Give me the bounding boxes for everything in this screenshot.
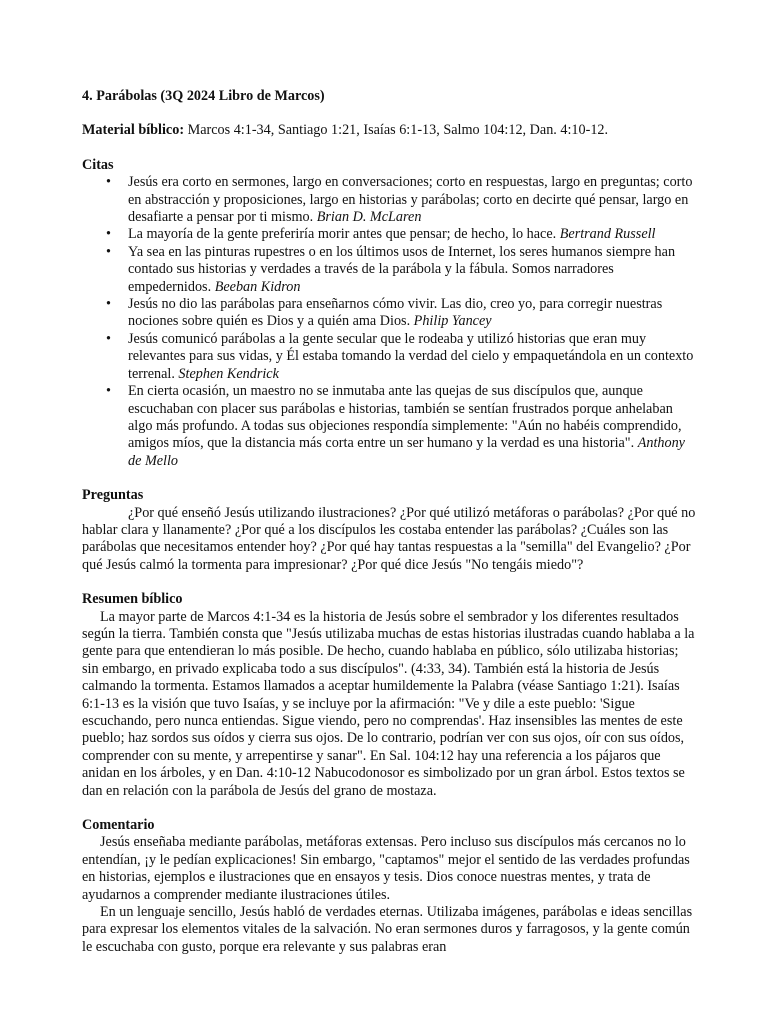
quotes-list (82, 174, 698, 470)
preguntas-heading: Preguntas (82, 487, 144, 504)
comentario-section (82, 817, 698, 956)
resumen-heading: Resumen bíblico (82, 591, 183, 608)
quote-item (106, 383, 698, 470)
quote-author: Philip Yancey (413, 313, 492, 330)
preguntas-text: ¿Por qué enseñó Jesús utilizando ilustraciones? ¿Por qué utilizó metáforas o parábolas? ¿Por qué no hablar clara y llanamente? ¿Por qué a los discípulos les costaba entender las parábolas? ¿Cuáles son las parábolas que necesitamos entender hoy? ¿Por qué hay tantas respuestas a la "semilla" del Evangelio? ¿Por qué Jesús calmó la tormenta para impresionar? ¿Por qué dice Jesús "No tengáis miedo"? (82, 504, 696, 573)
bullet-icon: • (106, 243, 111, 260)
biblical-material-label: Material bíblico: (82, 122, 185, 139)
quote-text: Jesús no dio las parábolas para enseñarnos cómo vivir. Las dio, creo yo, para corregir nuestras nociones sobre quién es Dios y a quién ama Dios. (128, 296, 663, 330)
comentario-paragraph: En un lenguaje sencillo, Jesús habló de verdades eternas. Utilizaba imágenes, parábolas e ideas sencillas para expresar los elementos vitales de la salvación. No eran sermones duros y farragosos, y la gente común le escuchaba con gusto, porque era relevante y sus palabras eran (82, 904, 693, 955)
bullet-icon: • (106, 330, 111, 347)
biblical-material-text: Marcos 4:1-34, Santiago 1:21, Isaías 6:1-13, Salmo 104:12, Dan. 4:10-12. (184, 122, 609, 139)
quote-text: Jesús comunicó parábolas a la gente secular que le rodeaba y utilizó historias que eran muy relevantes para sus vidas, y Él estaba tomando la verdad del cielo y empaquetándola en un contexto terrenal. (128, 330, 694, 382)
quote-text: En cierta ocasión, un maestro no se inmutaba ante las quejas de sus discípulos que, aunque escuchaban con placer sus parábolas e historias, también se sentían frustrados porque anhelaban algo más profundo. A todas sus objeciones respondía simplemente: "Aún no habéis comprendido, amigos míos, que la distancia más corta entre un ser humano y la verdad es una historia". (128, 383, 682, 452)
bullet-icon: • (106, 383, 111, 400)
document-page (82, 88, 698, 956)
quote-item (106, 226, 698, 243)
quote-author: Anthony de Mello (128, 435, 685, 469)
citas-heading: Citas (82, 156, 114, 173)
resumen-section (82, 591, 698, 800)
quote-text: Ya sea en las pinturas rupestres o en los últimos usos de Internet, los seres humanos siempre han contado sus historias y verdades a través de la parábola y la fábula. Somos narradores empedernidos. (128, 243, 676, 295)
preguntas-section (82, 487, 698, 574)
quote-author: Brian D. McLaren (316, 209, 422, 226)
quote-author: Beeban Kidron (214, 278, 301, 295)
quote-author: Stephen Kendrick (178, 365, 279, 382)
quote-item (106, 330, 698, 383)
bullet-icon: • (106, 174, 111, 191)
quote-text: La mayoría de la gente preferiría morir antes que pensar; de hecho, lo hace. (128, 226, 560, 243)
comentario-heading: Comentario (82, 817, 155, 834)
biblical-material (82, 122, 698, 139)
quote-item (106, 174, 698, 226)
document-title: 4. Parábolas (3Q 2024 Libro de Marcos) (82, 88, 325, 104)
quote-item (106, 296, 698, 331)
quote-text: Jesús era corto en sermones, largo en conversaciones; corto en respuestas, largo en preguntas; corto en abstracción y proposiciones, largo en historias y parábolas; corto en decirte qué pensar, largo en desafiarte a pensar por ti mismo. (128, 174, 693, 226)
bullet-icon: • (106, 226, 111, 243)
quote-item (106, 243, 698, 296)
comentario-paragraph: Jesús enseñaba mediante parábolas, metáforas extensas. Pero incluso sus discípulos más cercanos no lo entendían, ¡y le pedían explicaciones! Sin embargo, "captamos" mejor el sentido de las verdades profundas en historias, ejemplos e ilustraciones que en ensayos y tesis. Dios conoce nuestras mentes, y trata de ayudarnos a comprender mediante ilustraciones útiles. (82, 834, 690, 903)
resumen-text: La mayor parte de Marcos 4:1-34 es la historia de Jesús sobre el sembrador y los diferentes resultados según la tierra. También consta que "Jesús utilizaba muchas de estas historias ilustradas cuando hablaba a la gente para que entendieran lo más posible. De hecho, cuando hablaba en público, sólo utilizaba historias; sin embargo, en privado explicaba todo a sus discípulos". (4:33, 34). También está la historia de Jesús calmando la tormenta. Estamos llamados a aceptar humildemente la Palabra (véase Santiago 1:21). Isaías 6:1-13 es la visión que tuvo Isaías, y se incluye por la afirmación: "Ve y dile a este pueblo: 'Sigue escuchando, pero nunca entiendas. Sigue viendo, pero no comprendas'. Haz insensibles las mentes de este pueblo; haz sordos sus oídos y cierra sus ojos. De lo contrario, podrían ver con sus ojos, oír con sus oídos, comprender con su mente, y arrepentirse y sanar". En Sal. 104:12 hay una referencia a los pájaros que anidan en los árboles, y en Dan. 4:10-12 Nabucodonosor es simbolizado por un gran árbol. Estos textos se dan en relación con la parábola de Jesús del grano de mostaza. (82, 608, 695, 799)
bullet-icon: • (106, 296, 111, 313)
quote-author: Bertrand Russell (559, 226, 656, 243)
